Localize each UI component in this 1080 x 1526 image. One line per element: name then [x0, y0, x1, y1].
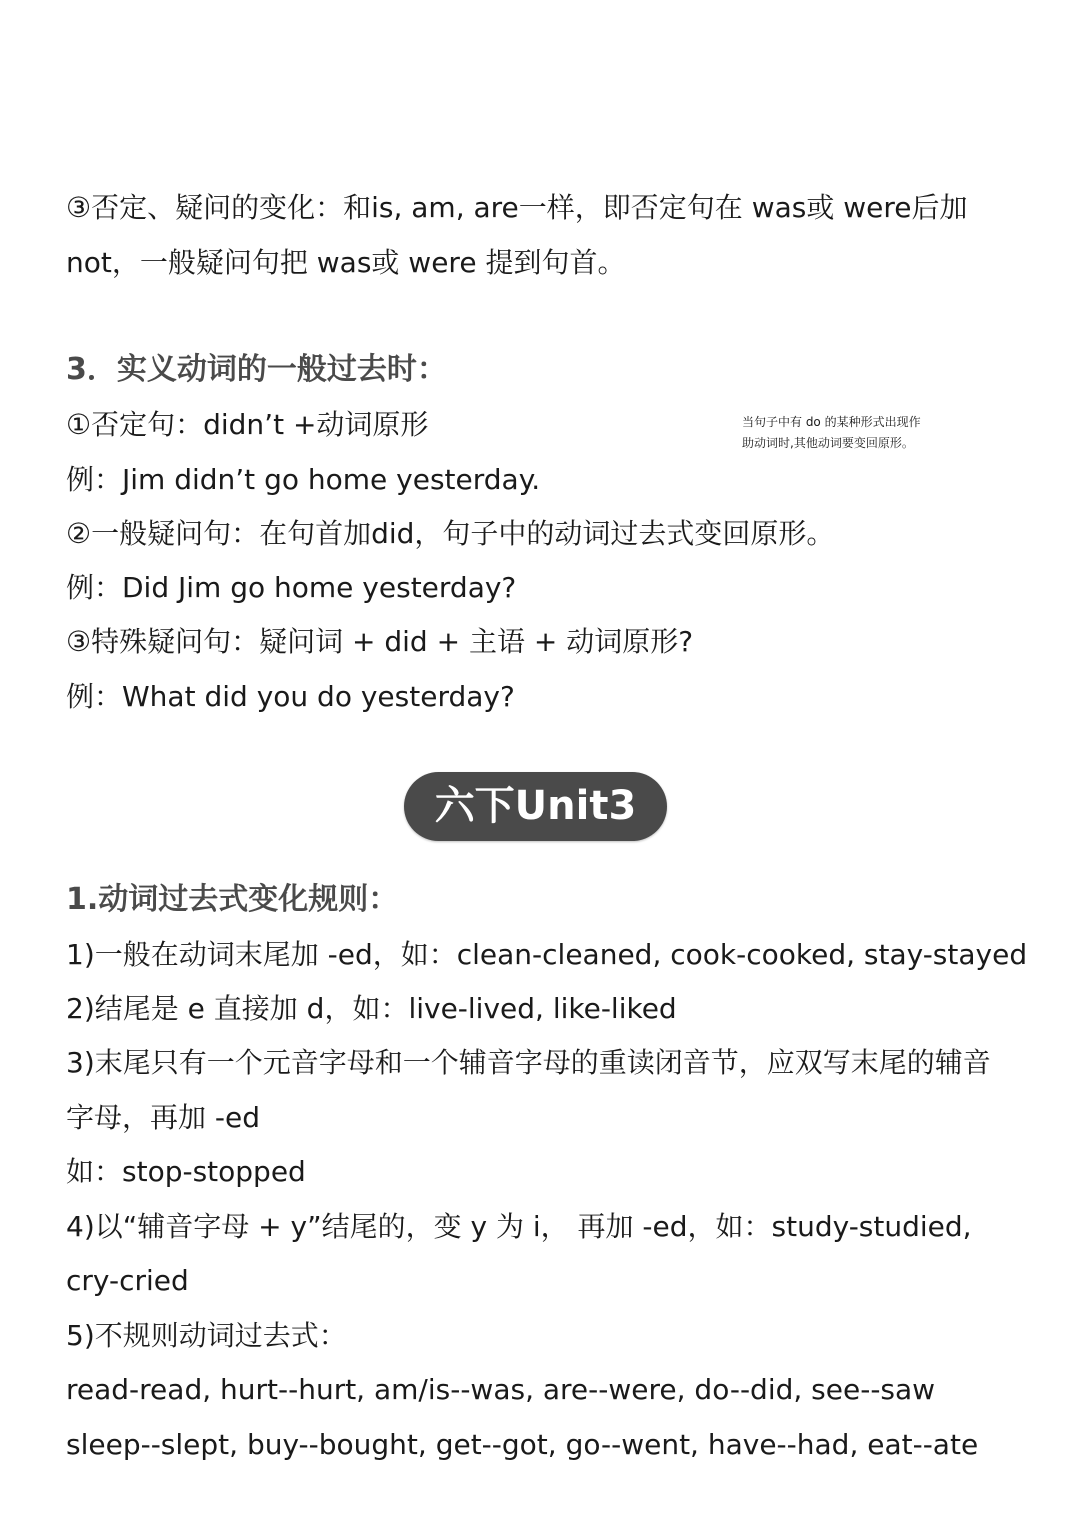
- rule-3-example: 如：stop-stopped: [66, 1155, 306, 1188]
- yes-no-question-rule: ②一般疑问句：在句首加did，句子中的动词过去式变回原形。: [66, 517, 835, 550]
- yes-no-question-example: 例：Did Jim go home yesterday?: [66, 571, 517, 604]
- rule-1: 1)一般在动词末尾加 -ed，如：clean-cleaned, cook-cooked, stay-stayed: [66, 938, 1028, 971]
- rule-3-line1: 3)末尾只有一个元音字母和一个辅音字母的重读闭音节，应双写末尾的辅音: [66, 1046, 991, 1079]
- wh-question-rule: ③特殊疑问句：疑问词 + did + 主语 + 动词原形?: [66, 625, 694, 658]
- irregular-verbs-line2: sleep--slept, buy--bought, get--got, go--went, have--had, eat--ate: [66, 1428, 979, 1461]
- rule-4-line1: 4)以“辅音字母 + y”结尾的，变 y 为 i， 再加 -ed，如：study-studied,: [66, 1210, 972, 1243]
- wh-question-example: 例：What did you do yesterday?: [66, 680, 515, 713]
- negative-example: 例：Jim didn’t go home yesterday.: [66, 463, 541, 496]
- unit-badge: 六下Unit3: [404, 772, 667, 841]
- negative-sentence-rule: ①否定句：didn’t +动词原形: [66, 408, 429, 441]
- rule-2: 2)结尾是 e 直接加 d，如：live-lived, like-liked: [66, 992, 677, 1025]
- section3-heading: 3．实义动词的一般过去时：: [66, 352, 447, 387]
- irregular-verbs-line1: read-read, hurt--hurt, am/is--was, are--were, do--did, see--saw: [66, 1373, 936, 1406]
- past-tense-rules-heading: 1.动词过去式变化规则：: [66, 882, 399, 917]
- negation-question-rule-line1: ③否定、疑问的变化：和is, am, are一样，即否定句在 was或 were后加: [66, 191, 968, 224]
- rule-4-line2: cry-cried: [66, 1264, 189, 1297]
- negation-question-rule-line2: not，一般疑问句把 was或 were 提到句首。: [66, 246, 626, 279]
- side-note: 当句子中有 do 的某种形式出现作助动词时,其他动词要变回原形。: [742, 415, 921, 450]
- rule-5: 5)不规则动词过去式：: [66, 1319, 347, 1352]
- rule-3-line2: 字母，再加 -ed: [66, 1101, 261, 1134]
